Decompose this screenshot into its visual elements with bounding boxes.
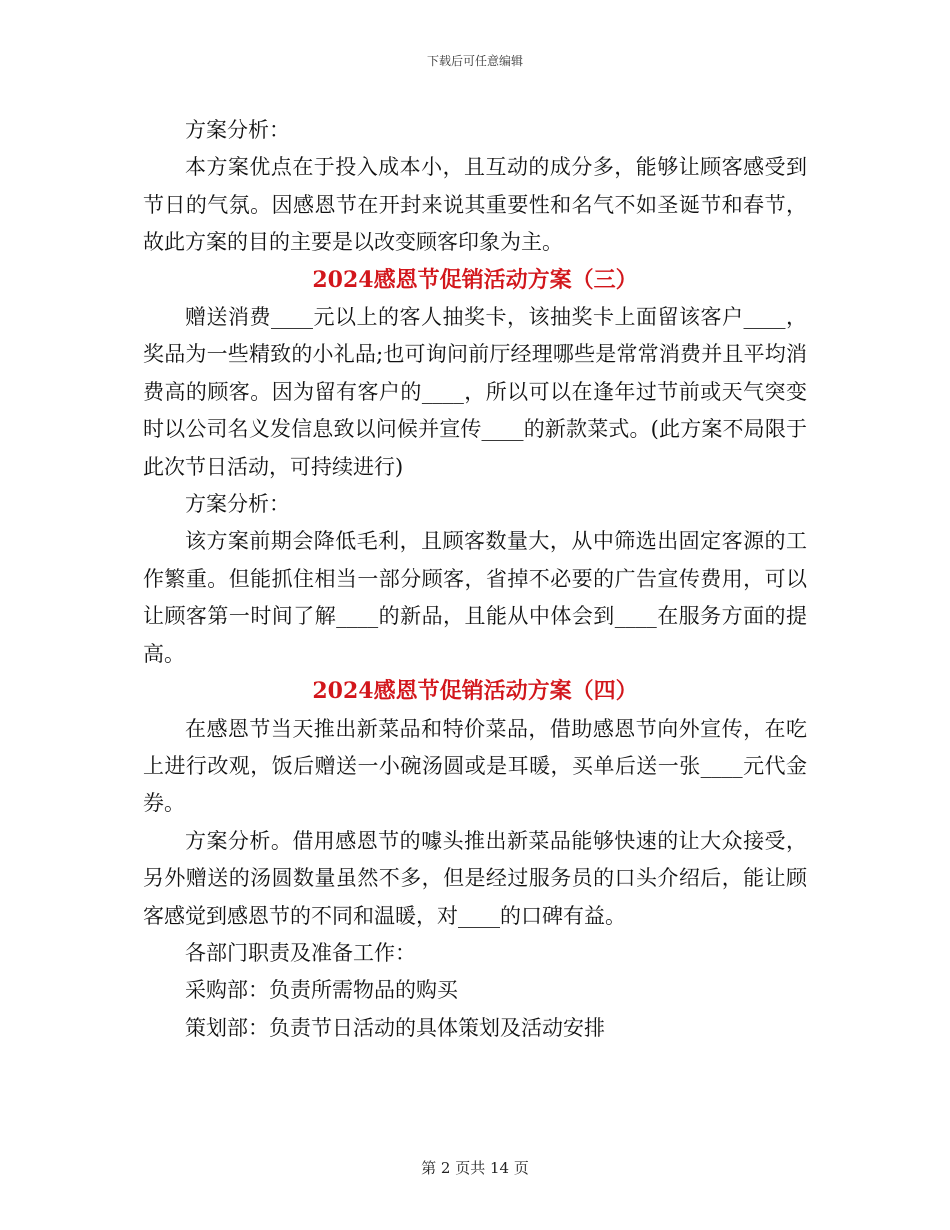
paragraph-plan-4: 在感恩节当天推出新菜品和特价菜品，借助感恩节向外宣传，在吃上进行改观，饭后赠送一小碗汤圆或是耳暖，买单后送一张____元代金券。 (143, 716, 807, 816)
page-header: 下载后可任意编辑 (426, 54, 523, 68)
paragraph-analysis-4: 方案分析。借用感恩节的噱头推出新菜品能够快速的让大众接受，另外赠送的汤圆数量虽然不多，但是经过服务员的口头介绍后，能让顾客感觉到感恩节的不同和温暖，对____的口碑有益。 (143, 828, 807, 928)
section-heading-4: 2024感恩节促销活动方案（四） (312, 678, 638, 705)
paragraph-planning-dept: 策划部：负责节日活动的具体策划及活动安排 (185, 1015, 605, 1040)
paragraph-purchasing-dept: 采购部：负责所需物品的购买 (185, 978, 458, 1003)
paragraph-analysis-label-3: 方案分析： (185, 492, 290, 517)
paragraph-departments-title: 各部门职责及准备工作： (185, 940, 416, 965)
document-body (143, 112, 807, 1047)
paragraph-analysis-3: 该方案前期会降低毛利，且顾客数量大，从中筛选出固定客源的工作繁重。但能抓住相当一部分顾客，省掉不必要的广告宣传费用，可以让顾客第一时间了解____的新品，且能从中体会到____在服务方面的提高。 (143, 529, 807, 666)
page-number-footer: 第 2 页共 14 页 (421, 1159, 529, 1177)
paragraph-analysis-label-1: 方案分析： (185, 118, 290, 142)
section-heading-3: 2024感恩节促销活动方案（三） (312, 266, 638, 293)
paragraph-analysis-1: 本方案优点在于投入成本小，且互动的成分多，能够让顾客感受到节日的气氛。因感恩节在开封来说其重要性和名气不如圣诞节和春节，故此方案的目的主要是以改变顾客印象为主。 (143, 155, 807, 255)
paragraph-plan-3: 赠送消费____元以上的客人抽奖卡，该抽奖卡上面留该客户____，奖品为一些精致的小礼品;也可询问前厅经理哪些是常常消费并且平均消费高的顾客。因为留有客户的____，所以可以在逢年过节前或天气突变时以公司名义发信息致以问候并宣传____的新款菜式。(此方案不局限于此次节日活动，可持续进行) (143, 305, 807, 479)
